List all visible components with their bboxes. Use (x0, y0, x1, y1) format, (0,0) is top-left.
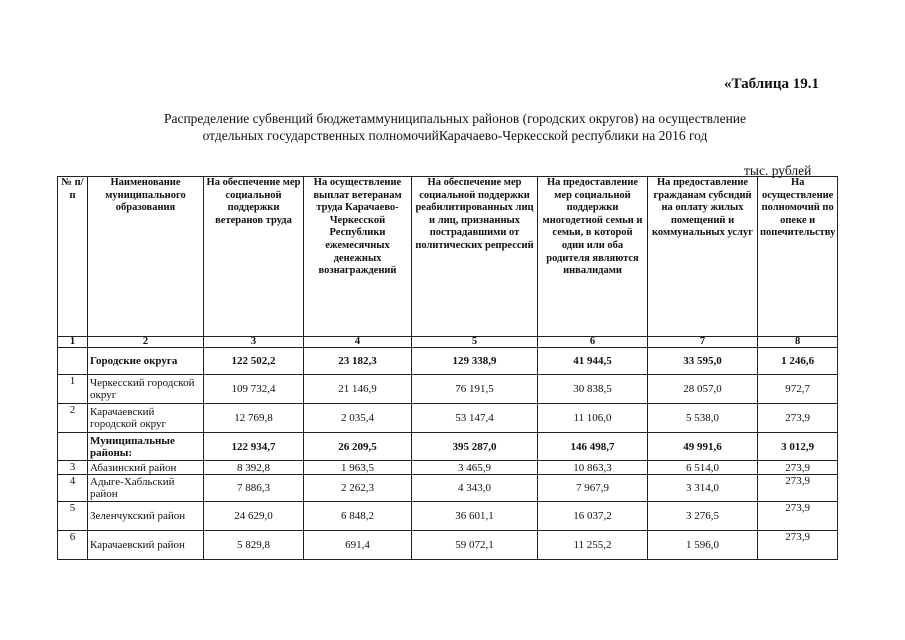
row-number: 1 (58, 375, 88, 404)
cell-large-families: 16 037,2 (538, 502, 648, 531)
cell-large-families: 10 863,3 (538, 461, 648, 475)
document-title-line-2: отдельных государственных полномочийКарачаево-Черкесской республики на 2016 год (202, 128, 708, 143)
cell-guardianship: 273,9 (758, 531, 838, 560)
column-number: 7 (648, 337, 758, 348)
table-row (58, 348, 838, 375)
row-name: Адыге-Хабльский район (88, 475, 204, 502)
cell-guardianship: 3 012,9 (758, 433, 838, 461)
cell-housing-subsidies: 33 595,0 (648, 348, 758, 375)
row-number (58, 433, 88, 461)
column-number: 5 (412, 337, 538, 348)
cell-veterans: 12 769,8 (204, 404, 304, 433)
column-header-veterans: На обеспечение мер социальной поддержки ветеранов труда (204, 177, 304, 337)
cell-housing-subsidies: 3 314,0 (648, 475, 758, 502)
row-name: Карачаевский район (88, 531, 204, 560)
row-name: Карачаевский городской округ (88, 404, 204, 433)
cell-housing-subsidies: 3 276,5 (648, 502, 758, 531)
table-row (58, 375, 838, 404)
cell-large-families: 30 838,5 (538, 375, 648, 404)
cell-large-families: 11 255,2 (538, 531, 648, 560)
column-number: 2 (88, 337, 204, 348)
cell-large-families: 146 498,7 (538, 433, 648, 461)
table-row (58, 461, 838, 475)
header-row (58, 177, 838, 337)
cell-rehabilitated: 53 147,4 (412, 404, 538, 433)
cell-large-families: 7 967,9 (538, 475, 648, 502)
cell-large-families: 41 944,5 (538, 348, 648, 375)
row-number: 6 (58, 531, 88, 560)
column-header-guardianship: На осуществление полномочий по опеке и попечительству (758, 177, 838, 337)
subventions-table (57, 176, 838, 560)
column-header-monthly-payments: На осуществление выплат ветеранам труда Карачаево-Черкесской Республики ежемесячных денежных вознаграждений (304, 177, 412, 337)
cell-housing-subsidies: 5 538,0 (648, 404, 758, 433)
table-row (58, 531, 838, 560)
cell-rehabilitated: 4 343,0 (412, 475, 538, 502)
cell-veterans: 122 502,2 (204, 348, 304, 375)
row-number: 2 (58, 404, 88, 433)
cell-guardianship: 273,9 (758, 461, 838, 475)
cell-rehabilitated: 36 601,1 (412, 502, 538, 531)
cell-guardianship: 972,7 (758, 375, 838, 404)
cell-guardianship: 273,9 (758, 475, 838, 502)
document-title-line-1: Распределение субвенций бюджетаммуниципальных районов (городских округов) на осуществление (163, 111, 747, 126)
unit-label: тыс. рублей (744, 163, 812, 178)
cell-monthly-payments: 23 182,3 (304, 348, 412, 375)
row-name: Зеленчукский район (88, 502, 204, 531)
cell-rehabilitated: 59 072,1 (412, 531, 538, 560)
table-row (58, 502, 838, 531)
row-name: Муниципальные районы: (88, 433, 204, 461)
document-title (100, 110, 810, 144)
cell-veterans: 122 934,7 (204, 433, 304, 461)
column-header-rehabilitated: На обеспечение мер социальной поддержки реабилитированных лиц и лиц, признанных пострадавшими от политических репрессий (412, 177, 538, 337)
row-name: Абазинский район (88, 461, 204, 475)
column-number-row (58, 337, 838, 348)
cell-veterans: 8 392,8 (204, 461, 304, 475)
cell-monthly-payments: 1 963,5 (304, 461, 412, 475)
cell-veterans: 24 629,0 (204, 502, 304, 531)
cell-veterans: 7 886,3 (204, 475, 304, 502)
cell-guardianship: 273,9 (758, 502, 838, 531)
cell-veterans: 5 829,8 (204, 531, 304, 560)
cell-housing-subsidies: 49 991,6 (648, 433, 758, 461)
column-header-housing-subsidies: На предоставление гражданам субсидий на оплату жилых помещений и коммунальных услуг (648, 177, 758, 337)
cell-monthly-payments: 2 262,3 (304, 475, 412, 502)
cell-guardianship: 1 246,6 (758, 348, 838, 375)
cell-rehabilitated: 3 465,9 (412, 461, 538, 475)
cell-guardianship: 273,9 (758, 404, 838, 433)
row-name: Черкесский городской округ (88, 375, 204, 404)
column-header-name: Наименование муниципального образования (88, 177, 204, 337)
table-row (58, 433, 838, 461)
table-row (58, 404, 838, 433)
cell-monthly-payments: 691,4 (304, 531, 412, 560)
column-number: 6 (538, 337, 648, 348)
cell-housing-subsidies: 6 514,0 (648, 461, 758, 475)
row-number: 3 (58, 461, 88, 475)
cell-monthly-payments: 6 848,2 (304, 502, 412, 531)
row-name: Городские округа (88, 348, 204, 375)
cell-rehabilitated: 129 338,9 (412, 348, 538, 375)
cell-rehabilitated: 76 191,5 (412, 375, 538, 404)
row-number (58, 348, 88, 375)
row-number: 4 (58, 475, 88, 502)
column-number: 1 (58, 337, 88, 348)
cell-monthly-payments: 26 209,5 (304, 433, 412, 461)
column-header-large-families: На предоставление мер социальной поддержки многодетной семьи и семьи, в которой один или оба родителя являются инвалидами (538, 177, 648, 337)
column-number: 3 (204, 337, 304, 348)
column-header-number: № п/п (58, 177, 88, 337)
cell-monthly-payments: 21 146,9 (304, 375, 412, 404)
cell-housing-subsidies: 28 057,0 (648, 375, 758, 404)
column-number: 4 (304, 337, 412, 348)
column-number: 8 (758, 337, 838, 348)
cell-large-families: 11 106,0 (538, 404, 648, 433)
table-label: «Таблица 19.1 (724, 76, 819, 92)
row-number: 5 (58, 502, 88, 531)
cell-rehabilitated: 395 287,0 (412, 433, 538, 461)
table-row (58, 475, 838, 502)
cell-monthly-payments: 2 035,4 (304, 404, 412, 433)
cell-veterans: 109 732,4 (204, 375, 304, 404)
cell-housing-subsidies: 1 596,0 (648, 531, 758, 560)
